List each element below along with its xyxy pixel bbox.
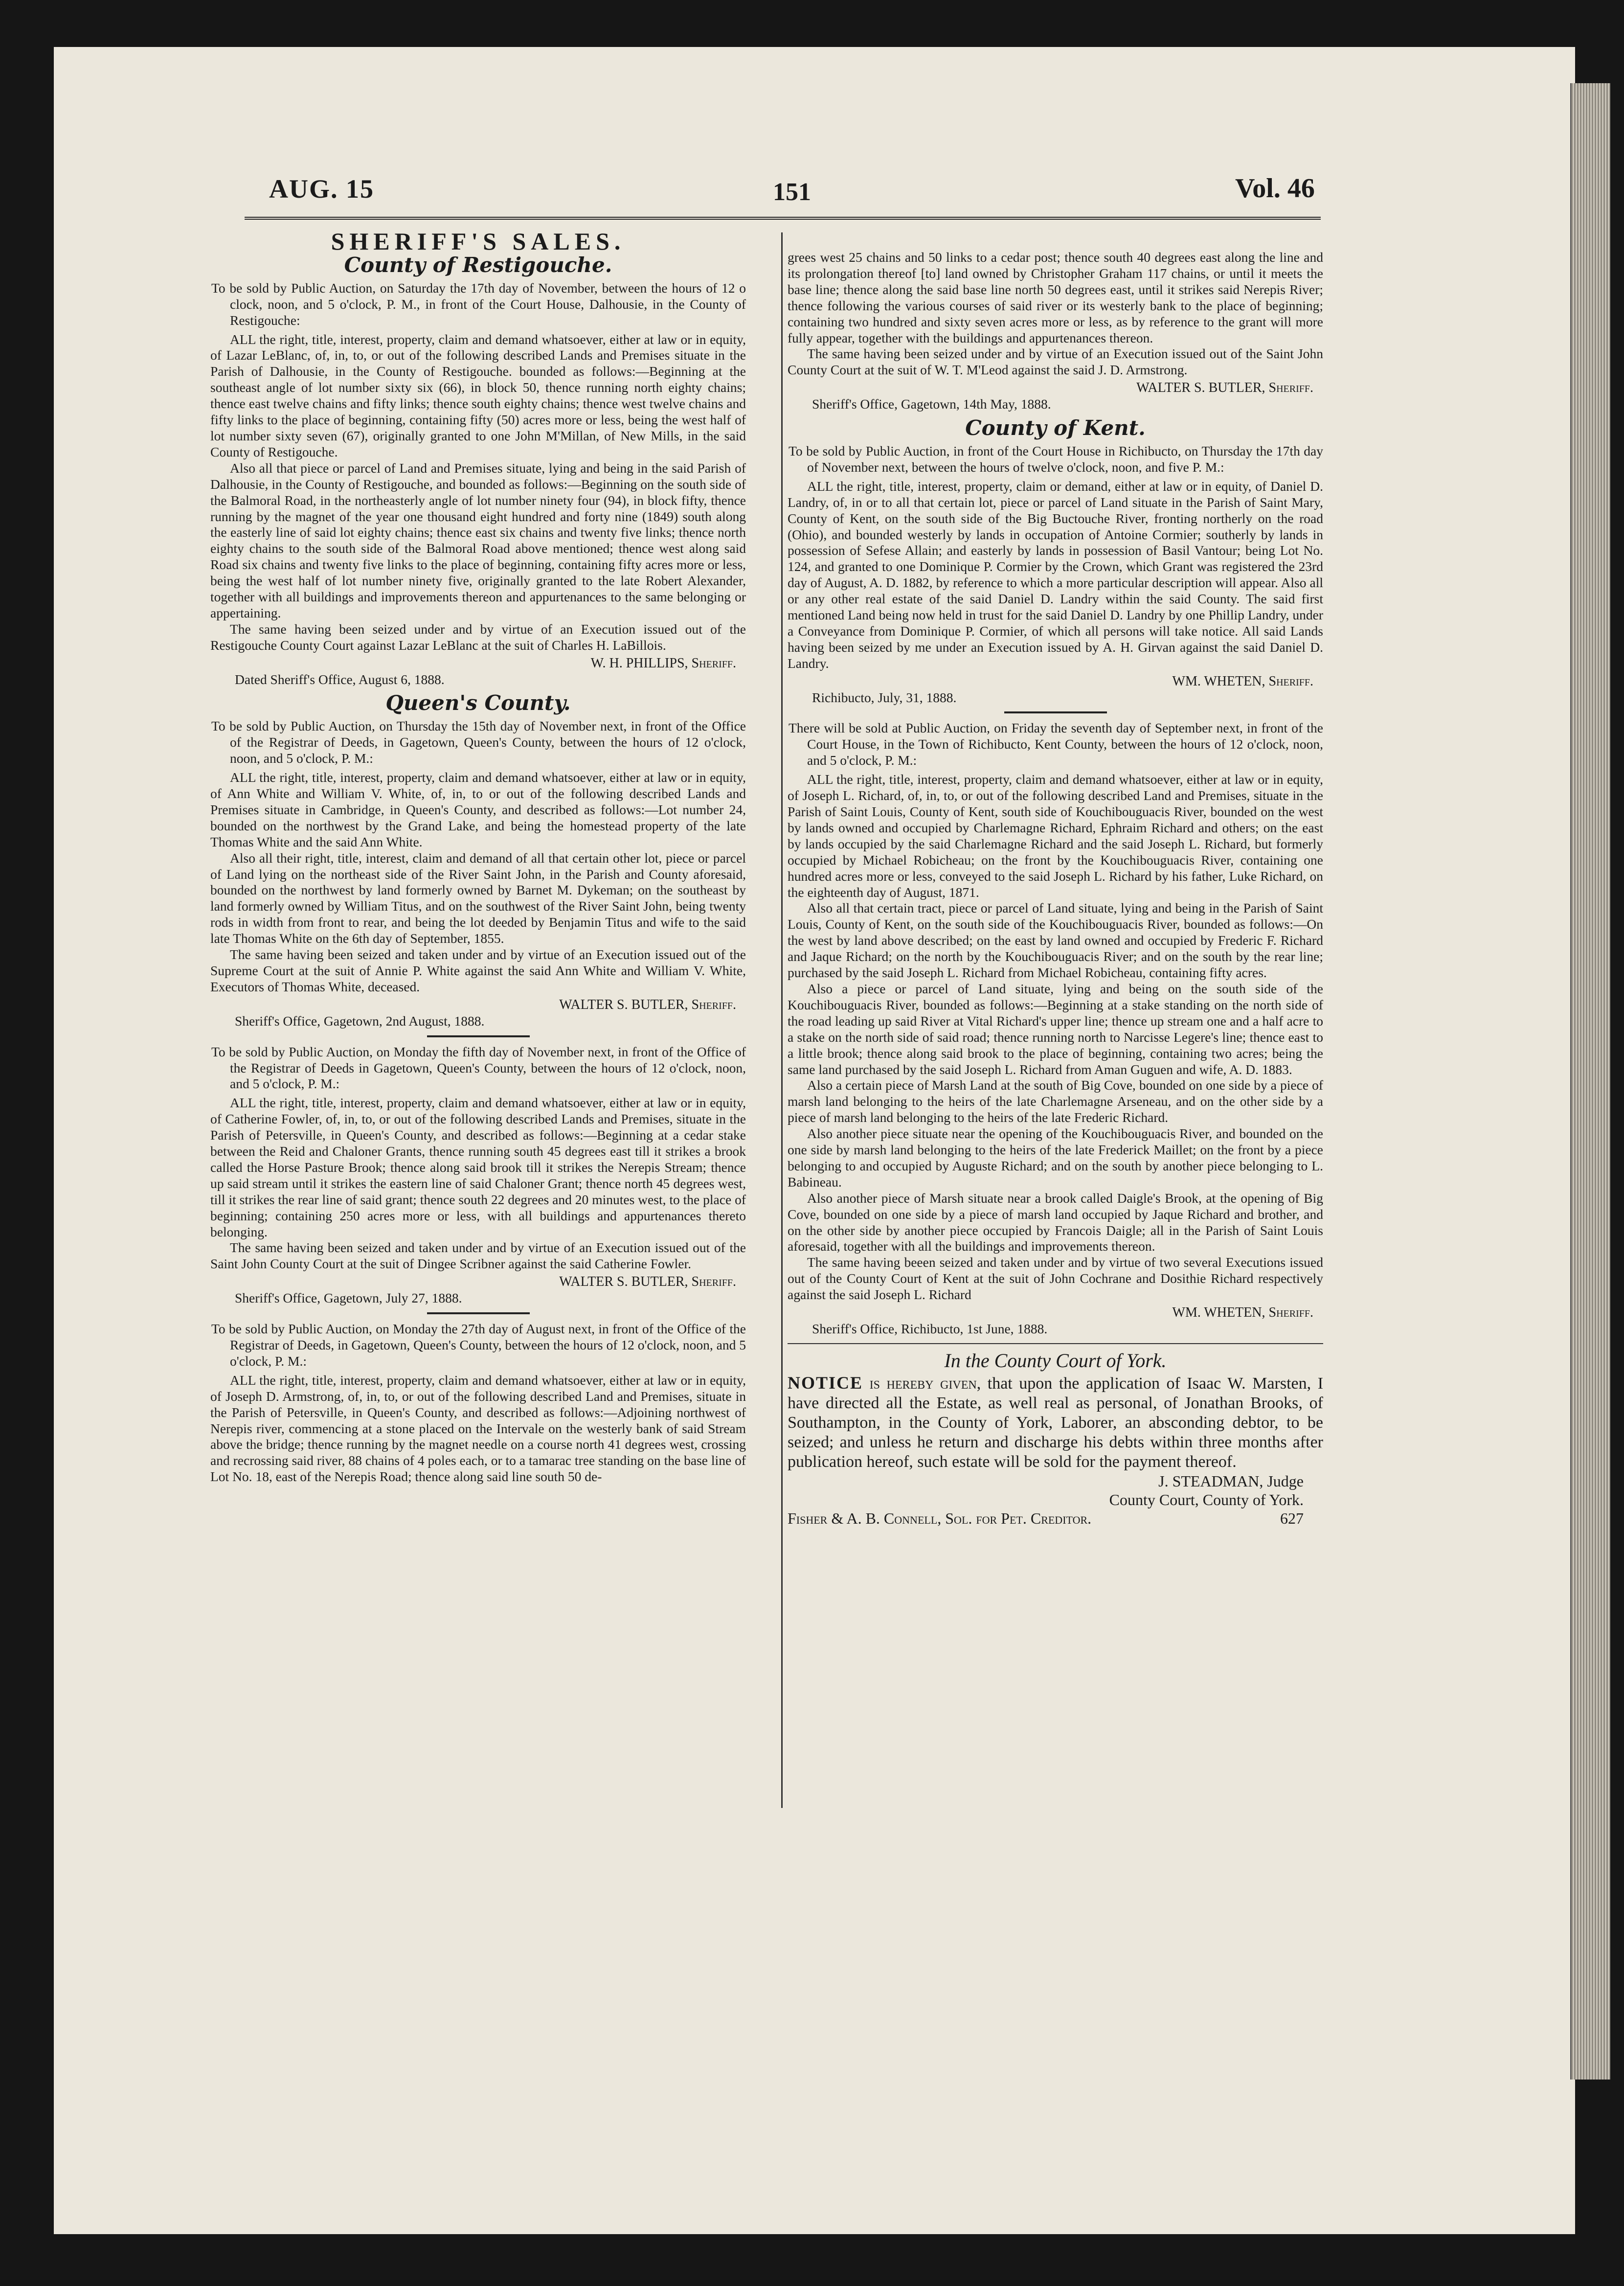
sale-paragraph: ALL the right, title, interest, property, claim and demand whatsoever, either at law or in equity, of Ann White and William V. White, of, in, to or out of the following described Lands and Premises situate in Cambridge, in Queen's County, and described as follows:—Lot number 24, bounded on the northwest by the Grand Lake, and being the homestead property of the late Thomas White and the said Ann White. <box>210 770 746 849</box>
solicitor-line: Fisher & A. B. Connell, Sol. for Pet. Creditor. 627 <box>788 1509 1323 1528</box>
county-heading-restigouche: County of Restigouche. <box>344 252 612 277</box>
county-heading-queens: Queen's County. <box>385 691 571 715</box>
sheriff-signature: WM. WHETEN, Sheriff. <box>1172 1305 1313 1321</box>
sheriff-signature: W. H. PHILLIPS, Sheriff. <box>590 655 736 671</box>
sale-paragraph: ALL the right, title, interest, property, claim and demand whatsoever, either at law or in equity, of Lazar LeBlanc, of, in, to, or out of the following described Lands and Premises situate in the Parish of Dalhousie, in the County of Restigouche. bounded as follows:—Beginning at the southeast angle of lot number sixty six (66), in block 50, thence running north eighty chains; thence east twelve chains and fifty links; thence south eighty chains; thence west twelve chains and fifty links to the place of beginning, containing fifty (50) acres more or less, being the west half of lot number sixty seven (67), originally granted to one John M'Millan, of New Mills, in the said County of Restigouche. <box>210 331 746 459</box>
sale-paragraph: The same having been seized under and by virtue of an Execution issued out of the Restigouche County Court against Lazar LeBlanc at the suit of Charles H. LaBillois. <box>210 621 746 653</box>
judge-court: County Court, County of York. <box>1109 1490 1304 1509</box>
sheriff-signature: WM. WHETEN, Sheriff. <box>1172 673 1313 689</box>
court-notice-body: NOTICE is hereby given, that upon the application of Isaac W. Marsten, I have directed all the Estate, as well real as personal, of Jonathan Brooks, of Southampton, in the County of York, Laborer, an absconding debtor, to be seized; and unless he return and discharge his debts within three months after publication hereof, such estate will be sold for the payment thereof. <box>788 1372 1324 1471</box>
sale-paragraph: Also another piece situate near the opening of the Kouchibouguacis River, and bounded on the one side by marsh land belonging to the heirs of the late Frederick Maillet; on the front by a piece belonging to and occupied by Auguste Richard; and on the south by another piece belonging to L. Babineau. <box>788 1126 1323 1189</box>
left-column <box>210 228 746 2053</box>
page-header <box>235 164 1326 223</box>
sale-intro: To be sold by Public Auction, in front of the Court House in Richibucto, on Thursday the 17th day of November next, between the hours of twelve o'clock, noon, and five P. M.: <box>789 443 1323 475</box>
right-column <box>788 250 1323 2050</box>
notice-rule <box>788 1343 1323 1344</box>
sheriff-signature: WALTER S. BUTLER, Sheriff. <box>559 997 736 1012</box>
sale-paragraph: The same having beeen seized and taken under and by virtue of two several Executions issued out of the County Court of Kent at the suit of John Cochrane and Dosithie Richard respectively against the said Joseph L. Richard <box>788 1255 1323 1303</box>
sheriff-signature: WALTER S. BUTLER, Sheriff. <box>1136 380 1313 396</box>
volume-number: Vol. 46 <box>1235 173 1315 204</box>
sale-paragraph: The same having been seized and taken under and by virtue of an Execution issued out of the Saint John County Court at the suit of Dingee Scribner against the said Catherine Fowler. <box>210 1240 746 1272</box>
sale-intro: To be sold by Public Auction, on Monday the fifth day of November next, in front of the Office of the Registrar of Deeds in Gagetown, Queen's County, between the hours of 12 o'clock, noon, and 5 o'clock, P. M.: <box>211 1044 746 1092</box>
sheriff-signature: WALTER S. BUTLER, Sheriff. <box>559 1274 736 1290</box>
sale-paragraph: ALL the right, title, interest, property, claim and demand whatsoever, either at law or in equity, of Catherine Fowler, of, in, to, or out of the following described Lands and Premises, situate in the Parish of Petersville, in Queen's County, and described as follows:—Beginning at a cedar stake between the Reid and Chaloner Grants, thence running south 45 degrees east till it strikes a brook called the Horse Pasture Brook; thence along said brook till it strikes the Nerepis Stream; thence up said stream until it strikes the eastern line of said Chaloner Grant; thence north 45 degrees west, till it strikes the rear line of said grant; thence south 22 degrees and 20 minutes west, to the place of beginning; containing 250 acres more or less, with all buildings and appurtenances thereto belonging. <box>210 1095 746 1239</box>
sale-dateline: Sheriff's Office, Gagetown, 2nd August, 1888. <box>235 1013 485 1029</box>
judge-signature: J. STEADMAN, Judge <box>1158 1472 1304 1490</box>
sale-dateline: Sheriff's Office, Gagetown, July 27, 1888. <box>235 1290 462 1306</box>
column-divider <box>781 232 783 1808</box>
sale-paragraph: The same having been seized and taken under and by virtue of an Execution issued out of the Supreme Court at the suit of Annie P. White against the said Ann White and William V. White, Executors of Thomas White, deceased. <box>210 947 746 994</box>
sale-intro: To be sold by Public Auction, on Saturday the 17th day of November, between the hours of 12 o clock, noon, and 5 o'clock, P. M., in front of the Court House, Dalhousie, in the County of Restigouche: <box>211 280 746 328</box>
sale-paragraph: Also all their right, title, interest, claim and demand of all that certain other lot, piece or parcel of Land lying on the northeast side of the River Saint John, in the Parish and County aforesaid, bounded on the northwest by land formerly owned by Barnet M. Dykeman; on the southeast by land formerly owned by William Titus, and on the southwest of the River Saint John, being twenty rods in width from front to rear, and being the lot deeded by Benjamin Titus and wife to the said late Thomas White on the 6th day of September, 1855. <box>210 850 746 946</box>
sale-paragraph: Also all that certain tract, piece or parcel of Land situate, lying and being in the Parish of Saint Louis, County of Kent, on the south side of the Kouchibouguacis River, bounded as follows:—On the west by land above described; on the east by land owned and occupied by Frederic F. Richard and Jaque Richard; on the north by the Kouchibouguacis River; and on the south by the rear line; purchased by the said Joseph L. Richard from Michael Robicheau, containing fifty acres. <box>788 900 1323 981</box>
sale-paragraph: ALL the right, title, interest, property, claim or demand, either at law or in equity, of Daniel D. Landry, of, in or to all that certain lot, piece or parcel of Land situate in the Parish of Saint Mary, County of Kent, on the south side of the Big Buctouche River, fronting northerly on the road (Ohio), and bounded westerly by lands in occupation of Antoine Cormier; southerly by lands in possession of Sefese Allain; and easterly by lands in possession of Basil Vantour; being Lot No. 124, and granted to one Dominique P. Cormier by the Crown, which Grant was registered the 23rd day of August, A. D. 1882, by reference to which a more particular description will appear. Also all or any other real estate of the said Daniel D. Landry within the said County. The said first mentioned Land being now held in trust for the said Daniel D. Landry by one Phillip Landry, under a Conveyance from Dominique P. Cormier, of which all persons will take notice. All said Lands having been seized by me under an Execution issued by A. H. Girvan against the said Daniel D. Landry. <box>788 478 1323 671</box>
sale-paragraph: Also a certain piece of Marsh Land at the south of Big Cove, bounded on one side by a piece of marsh land belonging to the heirs of the late Charlemagne Arseneau, and on the other side by a piece of marsh land belonging to the heirs of the late Frederic Richard. <box>788 1077 1323 1125</box>
sale-paragraph: Also a piece or parcel of Land situate, lying and being on the south side of the Kouchibouguacis River, bounded as follows:—Beginning at a stake standing on the north side of the road leading up said River at Vital Richard's upper line; thence up stream one and a half acre to a stake on the north side of said road; thence running north to Narcisse Legere's line; thence east to a little brook; thence along said brook to the place of beginning, containing two acres; being the same land purchased by the said Joseph L. Richard from Aman Guguen and wife, A. D. 1883. <box>788 981 1323 1077</box>
separator-rule <box>1004 711 1107 713</box>
county-heading-kent: County of Kent. <box>965 416 1146 440</box>
page-edges <box>1570 83 1610 2080</box>
sale-paragraph: ALL the right, title, interest, property, claim and demand whatsoever, either at law or in equity, of Joseph L. Richard, of, in, to, or out of the following described Land and Premises, situate in the Parish of Saint Louis, County of Kent, south side of Kouchibouguacis River, bounded on the west by lands owned and occupied by Charlemagne Richard, Ephraim Richard and others; on the east by lands occupied by the said Charlemagne Richard and the said Joseph L. Richard, but formerly occupied by Michael Robicheau; on the front by the Kouchibouguacis River, containing one hundred acres more or less, conveyed to the said Joseph L. Richard by his father, Luke Richard, on the eighteenth day of August, 1871. <box>788 772 1323 900</box>
sale-dateline: Richibucto, July, 31, 1888. <box>812 689 957 705</box>
sale-intro: To be sold by Public Auction, on Monday the 27th day of August next, in front of the Office of the Registrar of Deeds, in Gagetown, Queen's County, between the hours of 12 o'clock, noon, and 5 o'clock, P. M.: <box>211 1321 746 1369</box>
section-title: SHERIFF'S SALES. <box>331 228 626 255</box>
court-notice-title: In the County Court of York. <box>944 1349 1167 1372</box>
sale-paragraph: Also another piece of Marsh situate near a brook called Daigle's Brook, at the opening of Big Cove, bounded on one side by a piece of marsh land occupied by Jaque Richard and brother, and on the other side by another piece occupied by Francois Daigle; all in the Parish of Saint Louis aforesaid, together with all the buildings and improvements thereon. <box>788 1190 1323 1254</box>
sale-paragraph-continued: grees west 25 chains and 50 links to a cedar post; thence south 40 degrees east along the line and its prolongation thereof [to] land owned by Christopher Graham 117 chains, or until it meets the base line; thence along the said base line north 50 degrees east, until it strikes said Nerepis River; thence following the various courses of said river or its westerly bank to the place of beginning; containing two hundred and sixty seven acres more or less, as by reference to the grant will more fully appear, together with the buildings and appurtenances thereon. <box>788 250 1323 345</box>
issue-date: AUG. 15 <box>269 174 374 204</box>
sale-intro: There will be sold at Public Auction, on Friday the seventh day of September next, in front of the Court House, in the Town of Richibucto, Kent County, between the hours of 12 o'clock, noon, and 5 o'clock, P. M.: <box>789 720 1323 768</box>
notice-reference-number: 627 <box>1280 1509 1304 1527</box>
sale-paragraph: ALL the right, title, interest, property, claim and demand whatsoever, either at law or in equity, of Joseph D. Armstrong, of, in, to, or out of the following described Land and Premises, situate in the Parish of Petersville, in Queen's County, and described as follows:—Adjoining northwest of Nerepis river, commencing at a stone placed on the Intervale on the westerly bank of said Stream above the bridge; thence running by the magnet needle on a course north 41 degrees west, crossing and recrossing said river, 88 chains of 4 poles each, or to a tamarac tree standing on the base line of Lot No. 18, east of the Nerepis Road; thence along said line south 50 de- <box>210 1372 746 1485</box>
sale-intro: To be sold by Public Auction, on Thursday the 15th day of November next, in front of the Office of the Registrar of Deeds, in Gagetown, Queen's County, between the hours of 12 o'clock, noon, and 5 o'clock, P. M.: <box>211 718 746 766</box>
sale-paragraph: Also all that piece or parcel of Land and Premises situate, lying and being in the said Parish of Dalhousie, in the County of Restigouche, and bounded as follows:—Beginning on the south side of the Balmoral Road, in the northeasterly angle of lot number ninety four (94), in block fifty, thence running by the magnet of the year one thousand eight hundred and forty nine (1849) south along the easterly line of said lot eighty chains; thence east six chains and twenty five links; thence north eighty chains to the south side of the Balmoral Road above mentioned; thence west along said Road six chains and twenty five links to the place of beginning, containing fifty acres more or less, being the west half of lot number ninety five, originally granted to the late Robert Alexander, together with all buildings and improvements thereon and appurtenances to the same belonging or appertaining. <box>210 460 746 620</box>
separator-rule <box>427 1035 530 1037</box>
sale-dateline: Sheriff's Office, Gagetown, 14th May, 1888. <box>812 396 1051 412</box>
header-rule <box>245 217 1321 220</box>
sale-dateline: Sheriff's Office, Richibucto, 1st June, 1888. <box>812 1321 1048 1336</box>
separator-rule <box>427 1312 530 1314</box>
sale-dateline: Dated Sheriff's Office, August 6, 1888. <box>235 671 445 687</box>
page-number: 151 <box>773 178 811 206</box>
sale-paragraph: The same having been seized under and by virtue of an Execution issued out of the Saint John County Court at the suit of W. T. M'Leod against the said J. D. Armstrong. <box>788 346 1323 378</box>
